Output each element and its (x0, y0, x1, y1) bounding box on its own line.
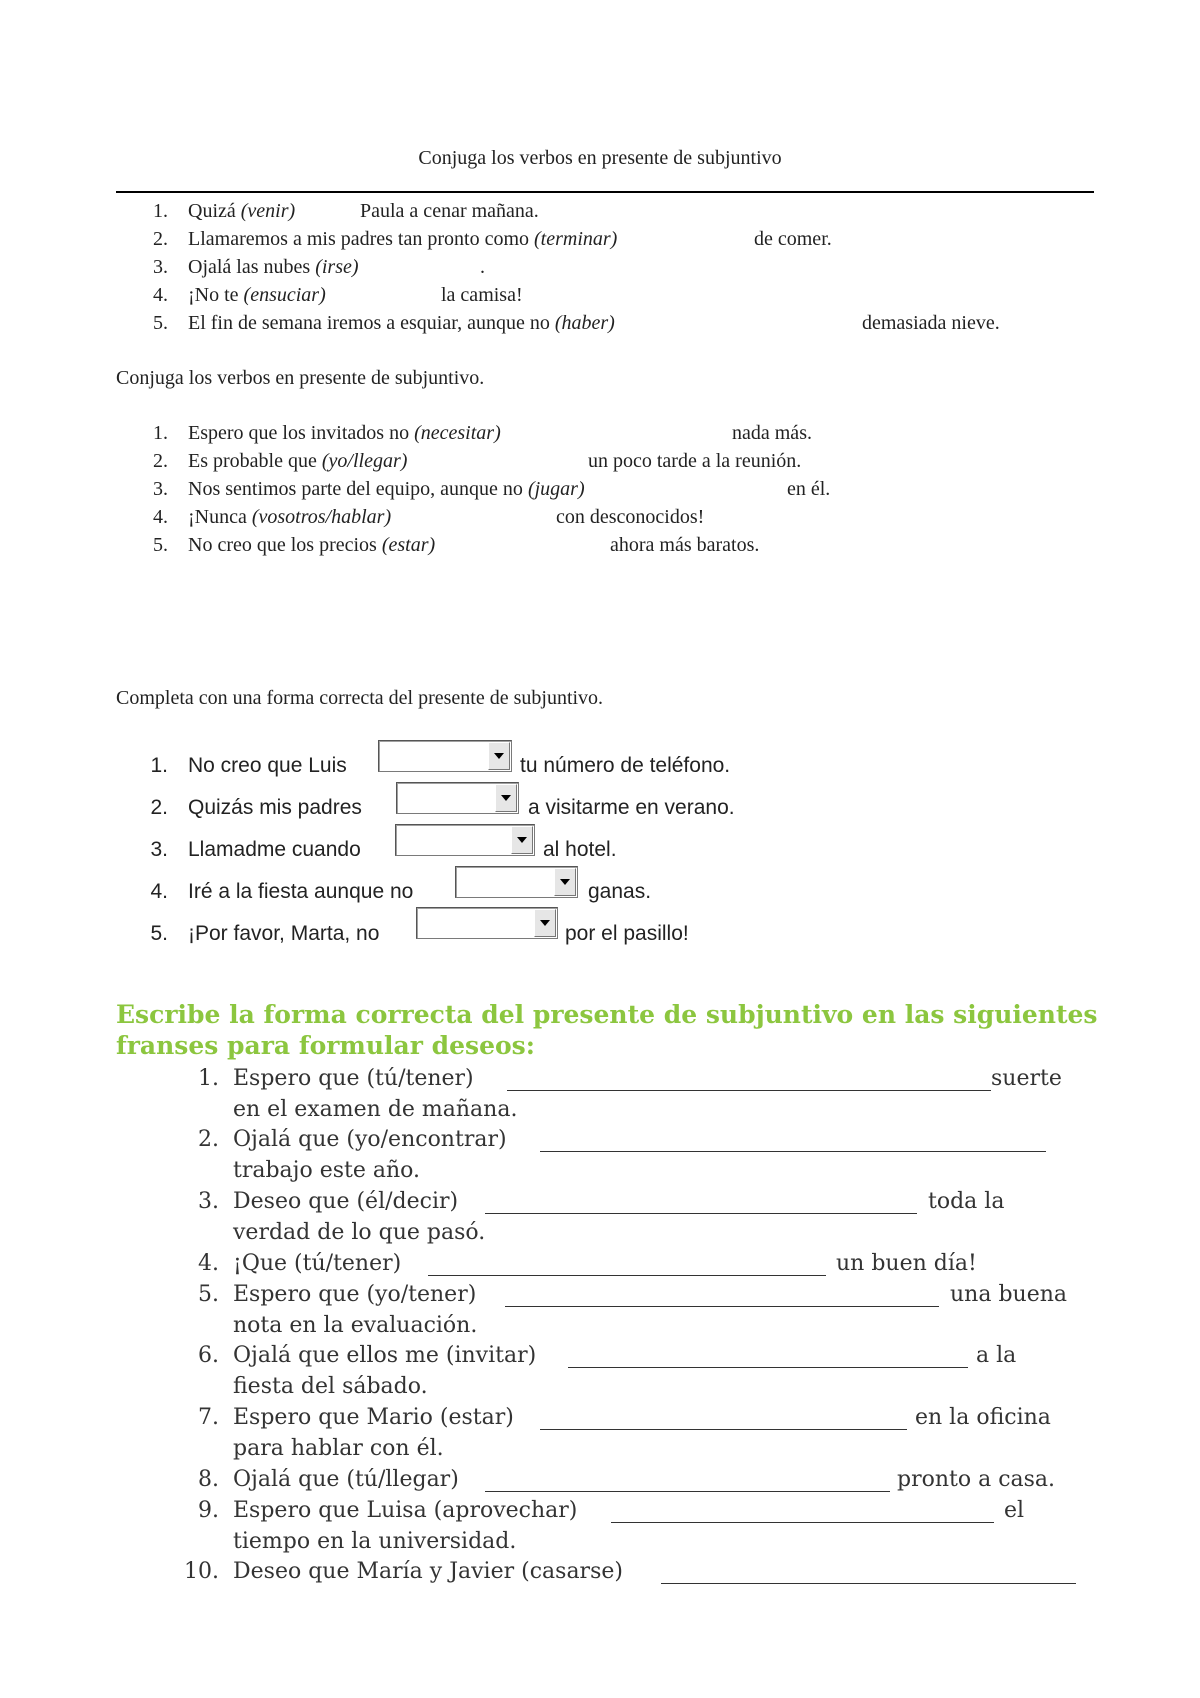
item-number: 5. (150, 922, 168, 945)
item-prefix: ¡Que (tú/tener) (233, 1251, 402, 1276)
item-number: 1. (153, 200, 168, 222)
answer-blank[interactable] (568, 1340, 968, 1368)
item-continuation: nota en la evaluación. (233, 1313, 478, 1338)
answer-dropdown[interactable] (455, 866, 578, 898)
item-number: 3. (150, 838, 168, 861)
answer-blank[interactable] (505, 1279, 939, 1307)
item-suffix: . (480, 256, 485, 278)
item-verb: (venir) (240, 200, 296, 222)
item-prefix: Nos sentimos parte del equipo, aunque no (188, 478, 528, 500)
answer-blank[interactable] (428, 1248, 826, 1276)
item-continuation: tiempo en la universidad. (233, 1529, 517, 1554)
item-number: 5. (153, 312, 168, 334)
item-number: 4. (153, 284, 168, 306)
item-suffix: ahora más baratos. (610, 534, 760, 556)
item-prefix: Ojalá que ellos me (invitar) (233, 1343, 537, 1368)
item-prefix: Espero que (tú/tener) (233, 1066, 474, 1091)
item-prefix: Quizá (188, 200, 241, 222)
item-number: 10. (184, 1559, 219, 1584)
section2-title: Conjuga los verbos en presente de subjuntivo. (116, 367, 485, 389)
item-continuation: en el examen de mañana. (233, 1097, 518, 1122)
item-number: 6. (198, 1343, 219, 1368)
item-number: 3. (153, 478, 168, 500)
item-prefix: Espero que Luisa (aprovechar) (233, 1498, 578, 1523)
item-number: 1. (150, 754, 168, 777)
item-continuation: trabajo este año. (233, 1158, 421, 1183)
section4-title-line1: Escribe la forma correcta del presente de subjuntivo en las siguientes (116, 1000, 1098, 1029)
item-text (188, 477, 585, 501)
section1-title: Conjuga los verbos en presente de subjuntivo (418, 147, 782, 169)
answer-dropdown[interactable] (378, 740, 512, 772)
item-continuation: para hablar con él. (233, 1436, 444, 1461)
item-prefix: El fin de semana iremos a esquiar, aunque no (188, 312, 555, 334)
item-text (188, 505, 391, 529)
item-verb: (yo/llegar) (321, 450, 408, 472)
chevron-down-icon[interactable] (554, 868, 576, 896)
answer-blank[interactable] (540, 1402, 907, 1430)
item-number: 4. (150, 880, 168, 903)
section4-title (116, 999, 1116, 1061)
answer-blank[interactable] (661, 1556, 1076, 1584)
item-verb: (irse) (315, 256, 359, 278)
item-verb: (vosotros/hablar) (251, 506, 392, 528)
section1-divider (116, 191, 1094, 193)
item-prefix: Iré a la fiesta aunque no (188, 880, 414, 903)
item-suffix: con desconocidos! (556, 506, 705, 528)
item-verb: (ensuciar) (243, 284, 326, 306)
item-suffix: nada más. (732, 422, 812, 444)
item-suffix: una buena (950, 1282, 1068, 1307)
item-verb: (necesitar) (414, 422, 501, 444)
item-continuation: verdad de lo que pasó. (233, 1220, 486, 1245)
item-suffix: tu número de teléfono. (520, 754, 731, 777)
item-number: 3. (198, 1189, 219, 1214)
item-suffix: Paula a cenar mañana. (360, 200, 539, 222)
item-text (188, 421, 501, 445)
item-suffix: al hotel. (543, 838, 617, 861)
item-number: 4. (153, 506, 168, 528)
item-prefix: ¡No te (188, 284, 244, 306)
item-verb: (terminar) (534, 228, 618, 250)
section4-title-line2: franses para formular deseos: (116, 1031, 535, 1060)
item-prefix: Espero que (yo/tener) (233, 1282, 477, 1307)
item-number: 2. (153, 450, 168, 472)
item-prefix: Quizás mis padres (188, 796, 362, 819)
item-continuation: fiesta del sábado. (233, 1374, 428, 1399)
item-suffix: por el pasillo! (565, 922, 689, 945)
answer-blank[interactable] (611, 1495, 994, 1523)
item-text (188, 283, 326, 307)
item-suffix: ganas. (588, 880, 652, 903)
item-number: 9. (198, 1498, 219, 1523)
item-suffix: un buen día! (836, 1251, 977, 1276)
chevron-down-icon[interactable] (534, 909, 556, 937)
chevron-down-icon[interactable] (488, 742, 510, 770)
item-verb: (jugar) (527, 478, 585, 500)
item-prefix: Ojalá que (yo/encontrar) (233, 1127, 507, 1152)
item-prefix: Ojalá las nubes (188, 256, 316, 278)
item-number: 2. (198, 1127, 219, 1152)
item-verb: (haber) (554, 312, 615, 334)
answer-dropdown[interactable] (396, 782, 519, 814)
item-number: 4. (198, 1251, 219, 1276)
item-prefix: Espero que los invitados no (188, 422, 415, 444)
item-prefix: No creo que los precios (188, 534, 382, 556)
answer-blank[interactable] (485, 1464, 890, 1492)
item-text (188, 533, 435, 557)
item-number: 3. (153, 256, 168, 278)
item-suffix: a la (976, 1343, 1017, 1368)
item-prefix: Espero que Mario (estar) (233, 1405, 514, 1430)
item-prefix: Deseo que (él/decir) (233, 1189, 459, 1214)
item-number: 8. (198, 1467, 219, 1492)
answer-blank[interactable] (507, 1063, 991, 1091)
item-prefix: Llamadme cuando (188, 838, 361, 861)
item-number: 2. (153, 228, 168, 250)
item-text (188, 311, 615, 335)
item-number: 1. (198, 1066, 219, 1091)
item-prefix: Deseo que María y Javier (casarse) (233, 1559, 623, 1584)
item-suffix: pronto a casa. (897, 1467, 1056, 1492)
item-prefix: ¡Por favor, Marta, no (188, 922, 380, 945)
chevron-down-icon[interactable] (511, 826, 533, 854)
item-prefix: ¡Nunca (188, 506, 252, 528)
item-suffix: suerte (991, 1066, 1062, 1091)
item-number: 1. (153, 422, 168, 444)
item-suffix: toda la (928, 1189, 1005, 1214)
answer-blank[interactable] (540, 1124, 1046, 1152)
item-suffix: en él. (787, 478, 831, 500)
item-number: 2. (150, 796, 168, 819)
item-prefix: No creo que Luis (188, 754, 347, 777)
item-number: 5. (153, 534, 168, 556)
item-suffix: en la oficina (915, 1405, 1051, 1430)
item-suffix: de comer. (754, 228, 832, 250)
item-number: 5. (198, 1282, 219, 1307)
section3-title: Completa con una forma correcta del presente de subjuntivo. (116, 687, 604, 709)
item-text (188, 199, 295, 223)
item-suffix: un poco tarde a la reunión. (588, 450, 802, 472)
item-suffix: la camisa! (441, 284, 523, 306)
item-prefix: Ojalá que (tú/llegar) (233, 1467, 459, 1492)
item-text (188, 255, 359, 279)
item-number: 7. (198, 1405, 219, 1430)
item-suffix: demasiada nieve. (862, 312, 1000, 334)
item-text (188, 449, 407, 473)
item-suffix: el (1004, 1498, 1025, 1523)
item-suffix: a visitarme en verano. (528, 796, 735, 819)
answer-dropdown[interactable] (416, 907, 558, 939)
answer-dropdown[interactable] (395, 824, 535, 856)
answer-blank[interactable] (485, 1186, 917, 1214)
item-verb: (estar) (381, 534, 436, 556)
item-prefix: Es probable que (188, 450, 322, 472)
chevron-down-icon[interactable] (495, 784, 517, 812)
item-prefix: Llamaremos a mis padres tan pronto como (188, 228, 535, 250)
item-text (188, 227, 617, 251)
